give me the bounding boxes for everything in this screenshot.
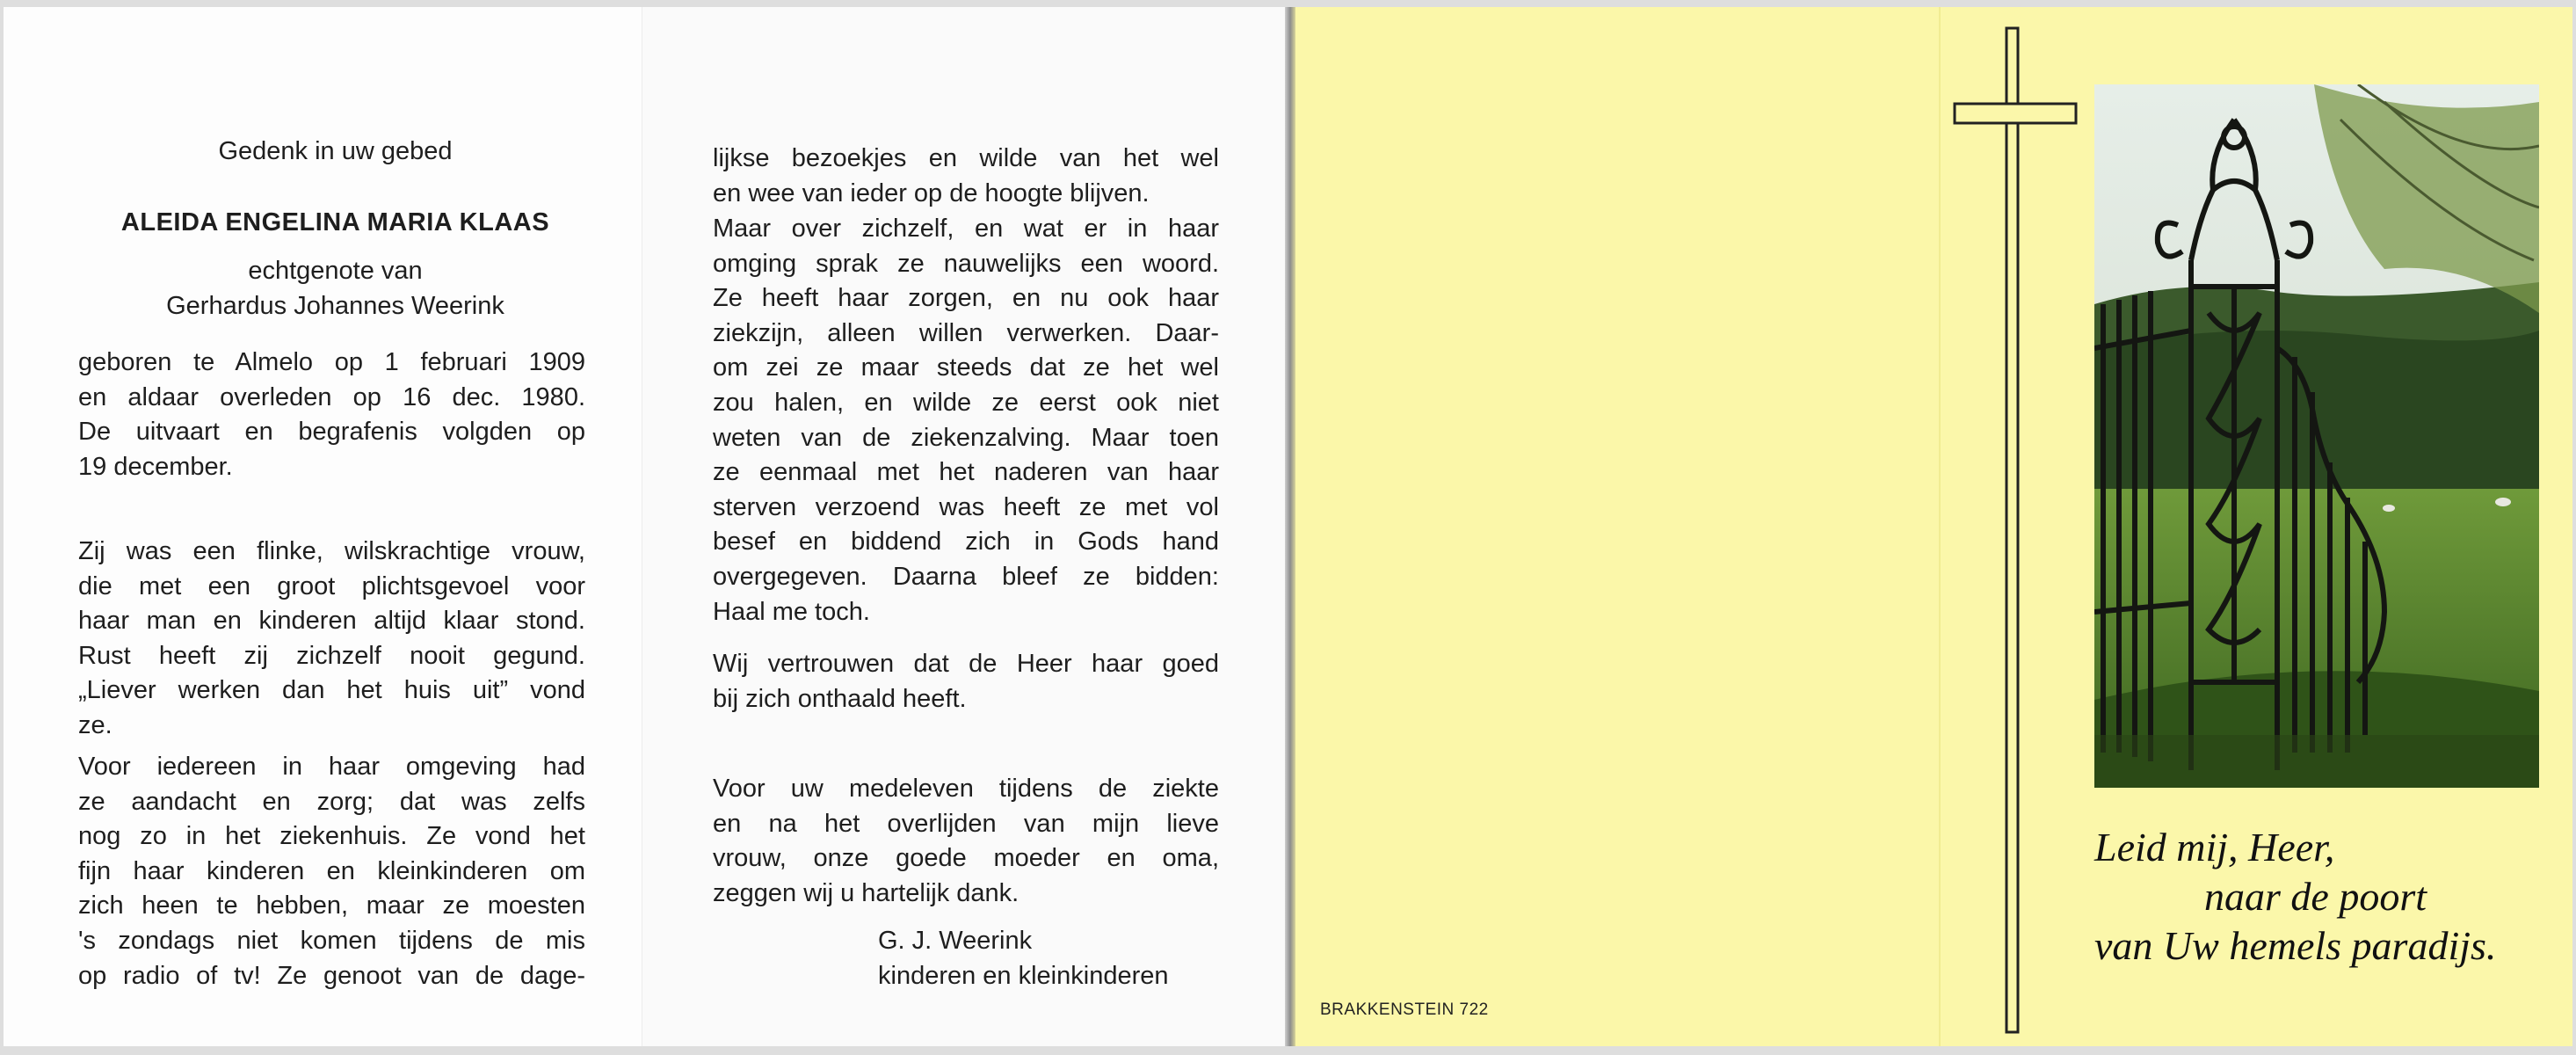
thanks-paragraph xyxy=(713,772,1219,911)
text-line: en aldaar overleden op 16 dec. 1980. xyxy=(78,382,585,411)
text-line: vrouw, onze goede moeder en oma, xyxy=(713,844,1219,873)
spouse-name: Gerhardus Johannes Weerink xyxy=(166,292,504,320)
text-line: en na het overlijden van mijn lieve xyxy=(713,809,1219,838)
text-line: weten van de ziekenzalving. Maar toen xyxy=(713,423,1219,452)
text-line: Voor iedereen in haar omgeving had xyxy=(78,753,585,781)
illness-paragraph xyxy=(713,212,1219,629)
text-line: 19 december. xyxy=(78,452,233,481)
signature-family: kinderen en kleinkinderen xyxy=(878,962,1169,990)
signature-name: G. J. Weerink xyxy=(878,927,1033,955)
text-line: geboren te Almelo op 1 februari 1909 xyxy=(78,348,585,376)
text-line: omging sprak ze nauwelijks een woord. xyxy=(713,249,1219,278)
text-line: ze eenmaal met het naderen van haar xyxy=(713,458,1219,487)
text-line: besef en biddend zich in Gods hand xyxy=(713,528,1219,557)
gate-photo xyxy=(2094,84,2539,788)
text-line: om zei ze maar steeds dat ze het wel xyxy=(713,353,1219,382)
wrought-iron-gate-icon xyxy=(2094,84,2539,788)
text-line: 's zondags niet komen tijdens de mis xyxy=(78,926,585,955)
text-line: zeggen wij u hartelijk dank. xyxy=(713,878,1020,907)
visits-paragraph xyxy=(713,142,1219,211)
text-line: fijn haar kinderen en kleinkinderen om xyxy=(78,856,585,885)
text-line: bij zich onthaald heeft. xyxy=(713,684,967,713)
front-page xyxy=(1939,7,2572,1046)
text-line: „Liever werken dan het huis uit” vond xyxy=(78,676,585,705)
middle-page xyxy=(642,7,1285,1046)
character-paragraph xyxy=(78,535,585,744)
text-line: De uitvaart en begrafenis volgden op xyxy=(78,418,585,447)
text-line: zou halen, en wilde ze eerst ook niet xyxy=(713,388,1219,417)
spouse-intro: echtgenote van xyxy=(248,257,423,285)
text-line: Rust heeft zij zichzelf nooit gegund. xyxy=(78,641,585,670)
text-line: die met een groot plichtsgevoel voor xyxy=(78,571,585,600)
text-line: Haal me toch. xyxy=(713,597,870,626)
card-fold-shadow xyxy=(1285,7,1295,1046)
text-line: Voor uw medeleven tijdens de ziekte xyxy=(713,775,1219,803)
back-page xyxy=(1295,7,1939,1046)
verse-line-3: van Uw hemels paradijs. xyxy=(2094,923,2497,968)
text-line: haar man en kinderen altijd klaar stond. xyxy=(78,607,585,636)
text-line: sterven verzoend was heeft ze met vol xyxy=(713,492,1219,521)
text-line: nog zo in het ziekenhuis. Ze vond het xyxy=(78,822,585,851)
text-line: ziekzijn, alleen willen verwerken. Daar- xyxy=(713,318,1219,347)
trust-paragraph xyxy=(713,647,1219,717)
care-paragraph xyxy=(78,750,585,993)
text-line: Ze heeft haar zorgen, en nu ook haar xyxy=(713,284,1219,313)
text-line: Zij was een flinke, wilskrachtige vrouw, xyxy=(78,537,585,565)
text-line: en wee van ieder op de hoogte blijven. xyxy=(713,178,1150,207)
text-line: op radio of tv! Ze genoot van de dage- xyxy=(78,961,585,990)
publisher-code: BRAKKENSTEIN 722 xyxy=(1320,1000,1489,1019)
verse-line-2: naar de poort xyxy=(2204,874,2427,919)
birth-paragraph xyxy=(78,346,585,484)
text-line: Wij vertrouwen dat de Heer haar goed xyxy=(713,650,1219,678)
text-line: ze. xyxy=(78,710,112,739)
left-page xyxy=(4,7,642,1046)
text-line: lijkse bezoekjes en wilde van het wel xyxy=(713,144,1219,172)
heading-text: Gedenk in uw gebed xyxy=(218,137,453,165)
cross-icon xyxy=(1953,26,2079,1037)
verse-line-1: Leid mij, Heer, xyxy=(2094,825,2335,869)
text-line: zich heen te hebben, maar ze moesten xyxy=(78,891,585,920)
text-line: overgegeven. Daarna bleef ze bidden: xyxy=(713,562,1219,591)
text-line: Maar over zichzelf, en wat er in haar xyxy=(713,215,1219,243)
text-line: ze aandacht en zorg; dat was zelfs xyxy=(78,787,585,816)
deceased-name: ALEIDA ENGELINA MARIA KLAAS xyxy=(120,208,550,236)
